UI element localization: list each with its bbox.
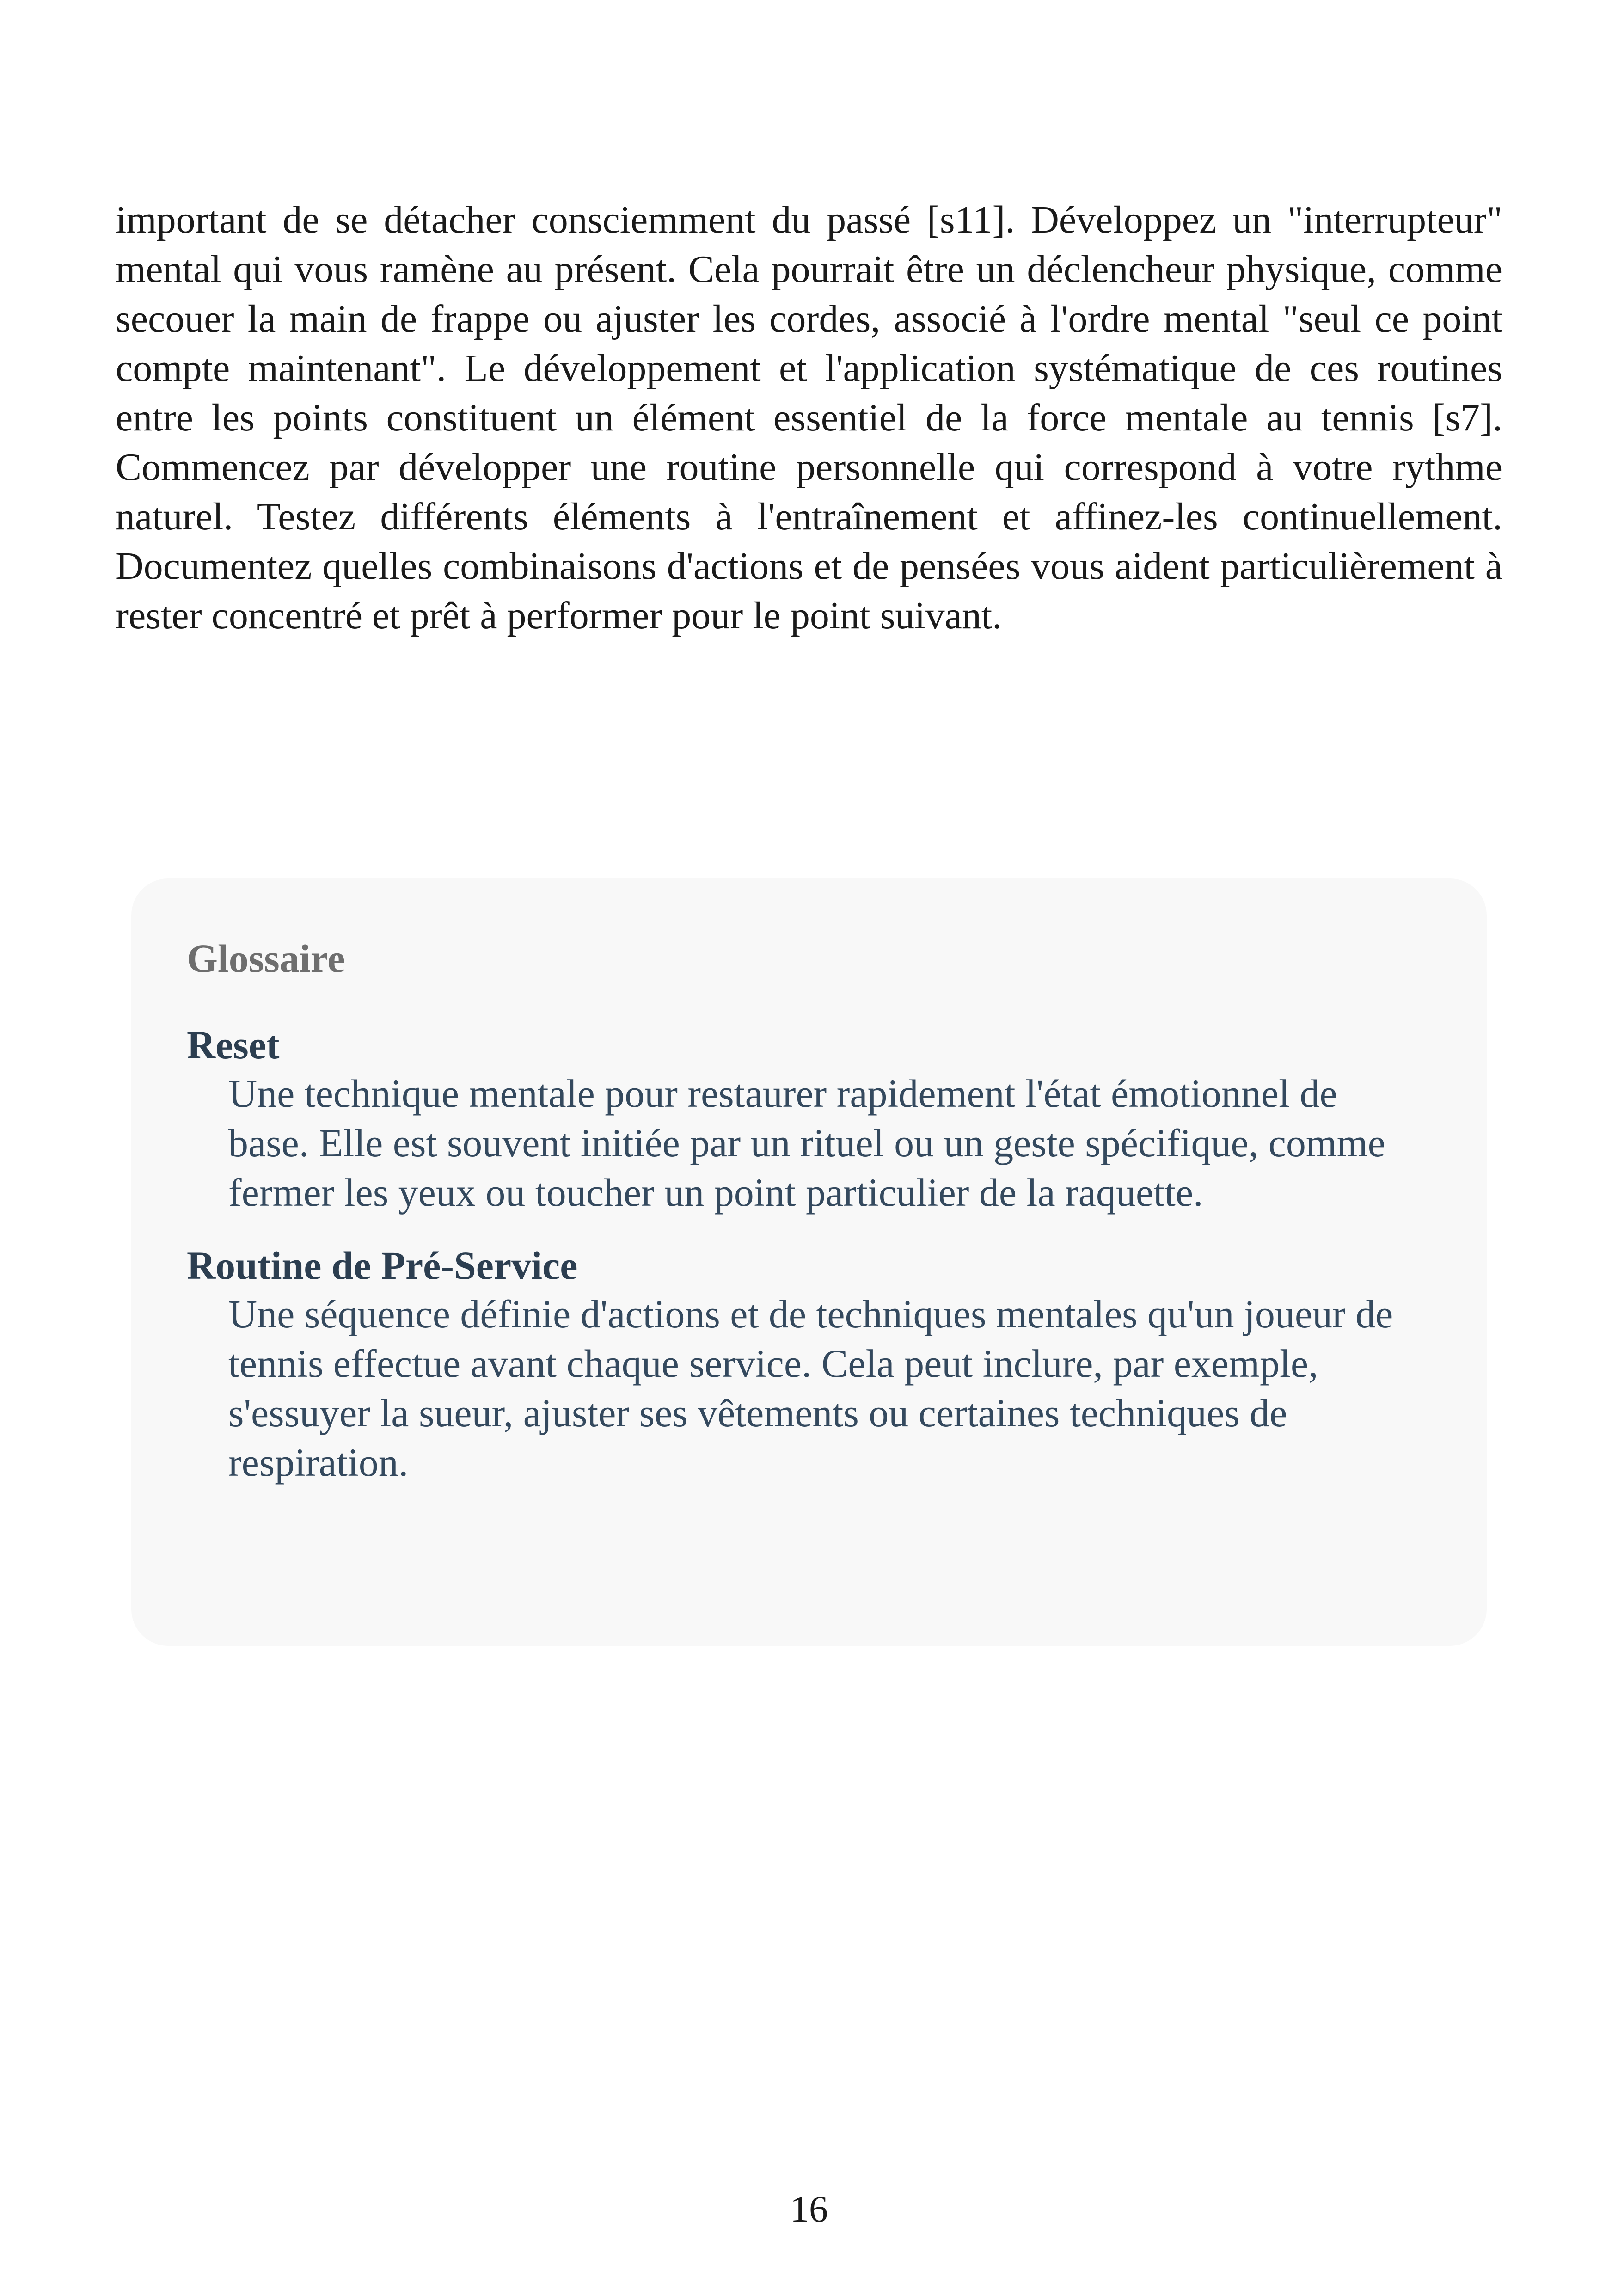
glossary-title: Glossaire	[187, 936, 345, 981]
glossary-term-name: Routine de Pré-Service	[187, 1243, 578, 1288]
glossary-term-definition: Une séquence définie d'actions et de techniques mentales qu'un joueur de tennis effectue avant chaque service. Cela peut inclure, par exemple, s'essuyer la sueur, ajuster ses vêtements ou certaines techniques de respiration.	[228, 1292, 1393, 1485]
glossary-term	[187, 1021, 1417, 1217]
body-paragraph: important de se détacher consciemment du passé [s11]. Développez un "interrupteur" mental qui vous ramène au présent. Cela pourrait être un déclencheur physique, comme secouer la main de frappe ou ajuster les cordes, associé à l'ordre mental "seul ce point compte maintenant". Le développement et l'application systématique de ces routines entre les points constituent un élément essentiel de la force mentale au tennis [s7]. Commencez par développer une routine personnelle qui correspond à votre rythme naturel. Testez différents éléments à l'entraînement et affinez-les continuellement. Documentez quelles combinaisons d'actions et de pensées vous aident particulièrement à rester concentré et prêt à performer pour le point suivant.	[116, 198, 1502, 637]
glossary-term-definition: Une technique mentale pour restaurer rapidement l'état émotionnel de base. Elle est souvent initiée par un rituel ou un geste spécifique, comme fermer les yeux ou toucher un point particulier de la raquette.	[228, 1071, 1385, 1215]
glossary-term-name: Reset	[187, 1023, 280, 1067]
page-number: 16	[790, 2188, 828, 2230]
glossary-term	[187, 1241, 1417, 1487]
glossary-box	[131, 878, 1487, 1646]
